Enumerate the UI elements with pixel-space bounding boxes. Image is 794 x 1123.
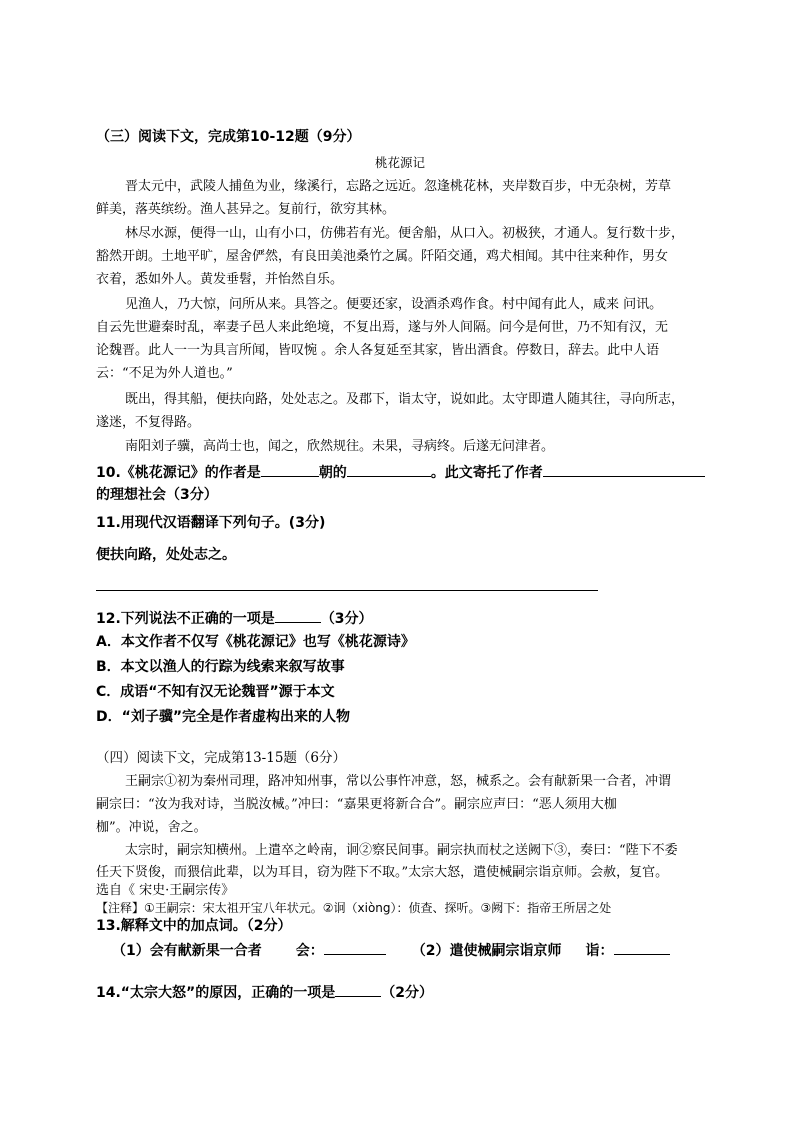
passage-line: 豁然开朗。土地平旷，屋舍俨然，有良田美池桑竹之属。阡陌交通，鸡犬相闻。其中往来种作，男女 [96, 249, 669, 264]
passage2-source: 选自《 宋史·王嗣宗传》 [96, 883, 235, 898]
question-13-items [112, 942, 670, 958]
q13-item2: （2）遣使械嗣宗诣京师 [411, 943, 562, 959]
passage2-line: 王嗣宗①初为秦州司理，路冲知州事，常以公事忤冲意，怒，械系之。会有献新果一合者，冲谓 [125, 774, 672, 789]
section3-heading: （三）阅读下文，完成第10-12题（9分） [96, 129, 361, 145]
q10-text-2: 朝的 [318, 465, 347, 481]
q13-item2-label: 诣： [585, 943, 614, 959]
q14-blank[interactable] [335, 984, 381, 997]
passage-line: 林尽水源，便得一山，山有小口，仿佛若有光。便舍船，从口入。初极狭，才通人。复行数十步， [125, 226, 685, 241]
q12-option-c: C．成语“不知有汉无论魏晋”源于本文 [96, 684, 335, 700]
passage-line: 自云先世避秦时乱，率妻子邑人来此绝境，不复出焉，遂与外人间隔。问今是何世，乃不知有汉，无 [96, 320, 669, 335]
passage2-line: 太宗时，嗣宗知横州。上遣卒之岭南，诇②察民间事。嗣宗执而杖之送阙下③，奏曰：“陛下不委 [125, 843, 678, 858]
q13-item1-label: 会： [295, 943, 324, 959]
annotation-note: 【注释】①王嗣宗：宋太祖开宝八年状元。②诇（xiòng）：侦查、探听。③阙下：指帝王所居之处 [96, 901, 612, 915]
question-13: 13.解释文中的加点词。（2分） [96, 918, 292, 934]
question-12 [96, 610, 373, 626]
passage-title: 桃花源记 [375, 155, 426, 170]
q14-score: （2分） [381, 985, 433, 1001]
section4-heading: （四）阅读下文，完成第13-15题（6分） [96, 750, 347, 766]
q10-blank-ideal[interactable] [543, 464, 705, 477]
q12-text: 12.下列说法不正确的一项是 [96, 611, 275, 627]
q10-text-3: 。此文寄托了作者 [430, 465, 543, 481]
q12-option-b: B．本文以渔人的行踪为线索来叙写故事 [96, 659, 345, 675]
question-11: 11.用现代汉语翻译下列句子。(3分) [96, 515, 326, 531]
passage-line: 论魏晋。此人一一为具言所闻，皆叹惋 。余人各复延至其家，皆出酒食。停数日，辞去。此中人语 [96, 343, 660, 358]
q12-blank[interactable] [275, 610, 321, 623]
passage-line: 云：“不足为外人道也。” [96, 366, 233, 381]
q14-text: 14.“太宗大怒”的原因，正确的一项是 [96, 985, 336, 1001]
question-10-line2: 的理想社会（3分） [96, 487, 218, 503]
q13-item1: （1）会有献新果一合者 [112, 943, 262, 959]
question-11-sentence: 便扶向路，处处志之。 [96, 547, 236, 563]
q10-blank-dynasty[interactable] [347, 464, 431, 477]
question-14 [96, 984, 433, 1000]
passage-line: 见渔人，乃大惊，问所从来。具答之。便要还家，设酒杀鸡作食。村中闻有此人，咸来 问讯。 [125, 297, 663, 312]
q13-blank-2[interactable] [614, 942, 670, 955]
passage-line: 衣着，悉如外人。黄发垂髫，并怡然自乐。 [96, 272, 344, 287]
passage2-line: 枷”。冲说，舍之。 [96, 820, 207, 835]
q12-score: （3分） [320, 611, 373, 627]
passage-line: 遂迷，不复得路。 [96, 415, 201, 430]
question-10 [96, 464, 705, 480]
passage-line: 既出，得其船，便扶向路，处处志之。及郡下，诣太守，说如此。太守即遣人随其往，寻向所志， [125, 392, 685, 407]
passage-line: 南阳刘子骥，高尚士也，闻之，欣然规往。未果，寻病终。后遂无问津者。 [125, 439, 555, 454]
q12-option-a: A．本文作者不仅写《桃花源记》也写《桃花源诗》 [96, 634, 415, 650]
passage-line: 鲜美，落英缤纷。渔人甚异之。复前行，欲穷其林。 [96, 202, 396, 217]
q10-blank-author[interactable] [261, 464, 319, 477]
passage2-line: 任天下贤俊，而猥信此辈，以为耳目，窃为陛下不取。”太宗大怒，遣使械嗣宗诣京师。会赦，复官。 [96, 865, 669, 880]
q10-text-1: 10.《桃花源记》的作者是 [96, 465, 261, 481]
q13-blank-1[interactable] [324, 942, 386, 955]
passage-line: 晋太元中，武陵人捕鱼为业，缘溪行，忘路之远近。忽逢桃花林，夹岸数百步，中无杂树，芳草 [125, 179, 672, 194]
q11-answer-line[interactable] [96, 590, 598, 591]
q12-option-d: D．“刘子骥”完全是作者虚构出来的人物 [96, 709, 351, 725]
passage2-line: 嗣宗曰：“汝为我对诗，当脱汝械。”冲曰：“嘉果更将新合合”。嗣宗应声曰：“恶人须用大枷 [96, 797, 617, 812]
